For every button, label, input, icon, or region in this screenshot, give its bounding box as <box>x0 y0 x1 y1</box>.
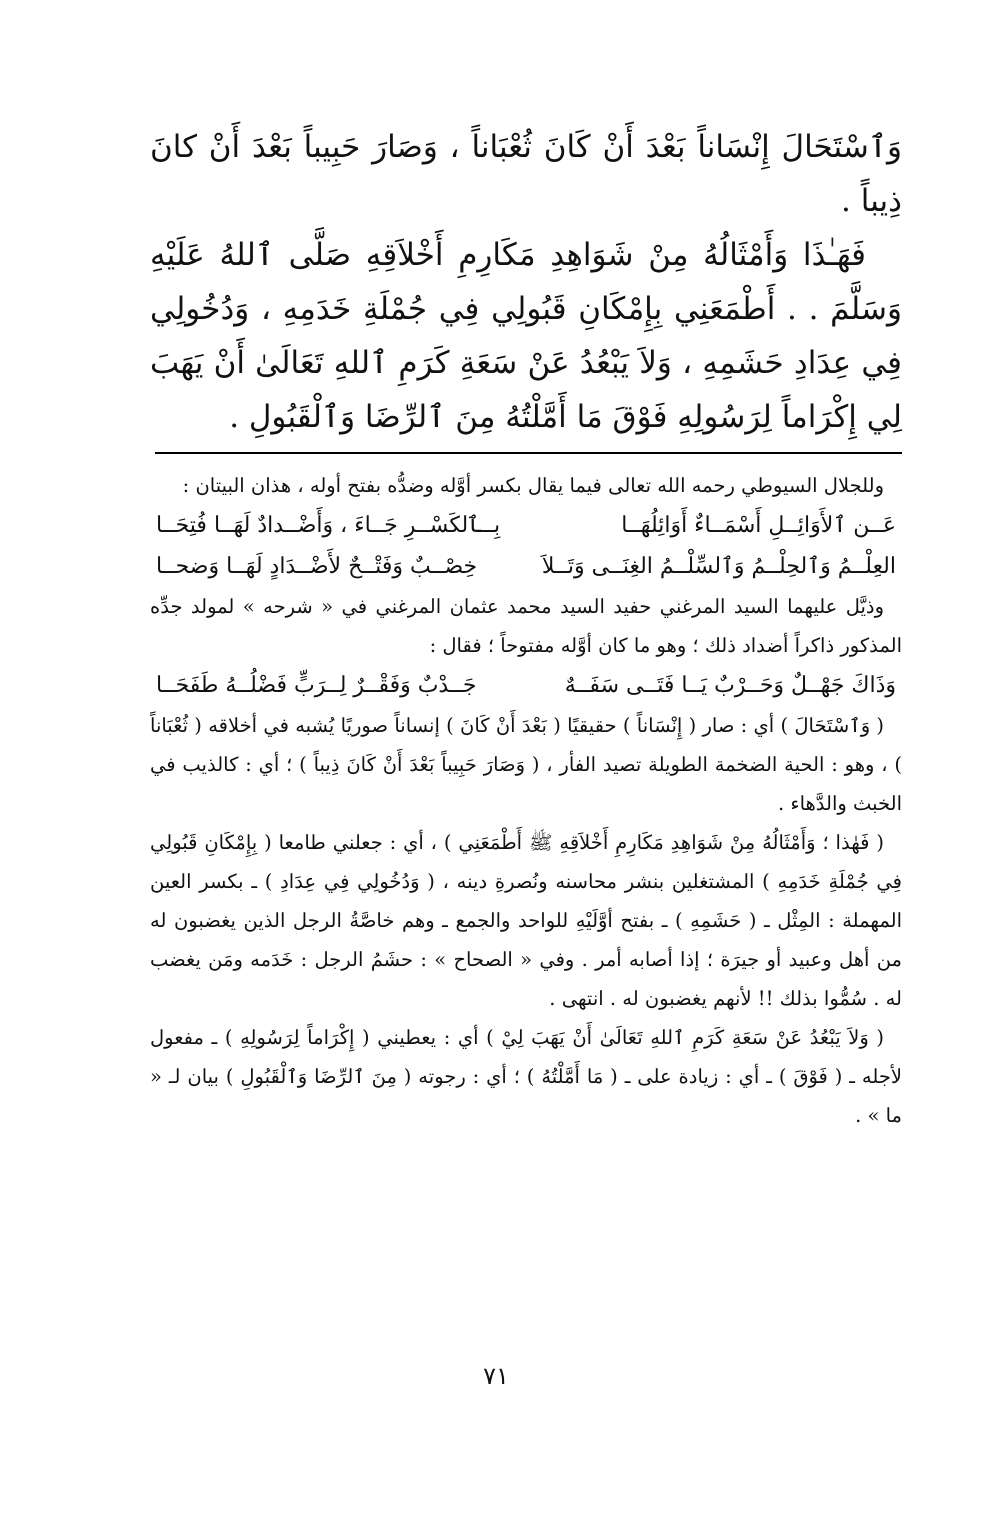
footnote-intro: وللجلال السيوطي رحمه الله تعالى فيما يقال بكسر أوَّله وضدُّه بفتح أوله ، هذان البيتان : <box>182 474 884 497</box>
verse-line-1 <box>150 505 902 546</box>
footnotes <box>150 466 902 1135</box>
main-text <box>150 120 902 444</box>
commentary-paragraph-3: ( وَلاَ يَبْعُدُ عَنْ سَعَةِ كَرَمِ ٱللهِ تَعَالَىٰ أَنْ يَهَبَ لِيْ ) أي : يعطيني ( إِكْرَاماً لِرَسُولِهِ ) ـ مفعول لأجله ـ ( فَوْقَ ) ـ أي : زيادة على ـ ( مَا أَمَّلْتُهُ ) ؛ أي : رجوته ( مِنَ ٱلرِّضَا وَٱلْقَبُولِ ) بيان لـ « ما » . <box>150 1026 902 1127</box>
footnote-divider <box>155 452 902 454</box>
main-paragraph-1: وَٱسْتَحَالَ إِنْسَاناً بَعْدَ أَنْ كَانَ ثُعْبَاناً ، وَصَارَ حَبِيباً بَعْدَ أَنْ كانَ ذِيباً . <box>150 129 902 219</box>
commentary-paragraph-1: ( وَٱسْتَحَالَ ) أي : صار ( إِنْسَاناً ) حقيقيًا ( بَعْدَ أَنْ كَانَ ) إنساناً صوريًا يُشبه في أخلاقه ( ثُعْبَاناً ) ، وهو : الحية الضخمة الطويلة تصيد الفأر ، ( وَصَارَ حَبِيباً بَعْدَ أَنْ كَانَ ذِيباً ) ؛ أي : كالذيب في الخبث والدَّهاء . <box>150 714 902 815</box>
footnote-paragraph-2: وذيَّل عليهما السيد المرغني حفيد السيد محمد عثمان المرغني في « شرحه » لمولد جدِّه المذكور ذاكراً أضداد ذلك ؛ وهو ما كان أوَّله مفتوحاً ؛ فقال : <box>150 595 902 657</box>
verse-2-hemistich-right: العِلْــمُ وَٱلحِلْــمُ وَٱلسِّلْــمُ الغِنَــى وَتَــلاَ <box>541 554 896 579</box>
main-paragraph-2: فَهَـٰذَا وَأَمْثَالُهُ مِنْ شَوَاهِدِ مَكَارِمِ أَخْلاَقِهِ صَلَّى ٱللهُ عَلَيْهِ وَسَلَّمَ . . أَطْمَعَنِي بِإِمْكَانِ قَبُولِي فِي جُمْلَةِ خَدَمِهِ ، وَدُخُولِي فِي عِدَادِ حَشَمِهِ ، وَلاَ يَبْعُدُ عَنْ سَعَةِ كَرَمِ ٱللهِ تَعَالَىٰ أَنْ يَهَبَ لِي إِكْرَاماً لِرَسُولِهِ فَوْقَ مَا أَمَّلْتُهُ مِنَ ٱلرِّضَا وَٱلْقَبُولِ . <box>150 237 902 435</box>
commentary-paragraph-2: ( فَهٰذا ؛ وَأَمْثَالُهُ مِنْ شَوَاهِدِ مَكَارِمِ أَخْلاَقِهِ ﷺ أَطْمَعَنِي ) ، أي : جعلني طامعا ( بِإِمْكَانِ قَبُولِي فِي جُمْلَةِ خَدَمِهِ ) المشتغلين بنشر محاسنه ونُصرةِ دينه ، ( وَدُخُولِي فِي عِدَادِ ) ـ بكسر العين المهملة : المِثْل ـ ( حَشَمِهِ ) ـ بفتح أوَّلَيْهِ للواحد والجمع ـ وهم خاصَّةُ الرجل الذين يغضبون له من أهل وعبيد أو جيرَة ؛ إذا أصابه أمر . وفي « الصحاح » : حشَمُ الرجل : خَدَمه ومَن يغضب له . سُمُّوا بذلك !! لأنهم يغضبون له . انتهى . <box>150 831 902 1010</box>
verse-1-hemistich-left: بِــٱلكَسْــرِ جَــاءَ ، وَأَضْــدادٌ لَهَــا فُتِحَــا <box>156 513 501 538</box>
page-number: ٧١ <box>483 1362 509 1390</box>
verse-3-hemistich-left: جَــدْبٌ وَفَقْــرٌ لِــرَبٍّ فَضْلُــهُ طَفَحَــا <box>156 673 477 698</box>
verse-line-3 <box>150 665 902 706</box>
verse-2-hemistich-left: خِصْــبٌ وَفَتْــحٌ لأَضْــدَادٍ لَهَــا وَضحــا <box>156 554 478 579</box>
verse-3-hemistich-right: وَذَاكَ جَهْــلٌ وَحَــرْبٌ يَــا فَتَــى سَفَــهٌ <box>564 673 896 698</box>
verse-1-hemistich-right: عَــن ٱلأَوَائِــلِ أَسْمَــاءٌ أَوَائِلُهَــا <box>621 513 896 538</box>
verse-line-2 <box>150 546 902 587</box>
